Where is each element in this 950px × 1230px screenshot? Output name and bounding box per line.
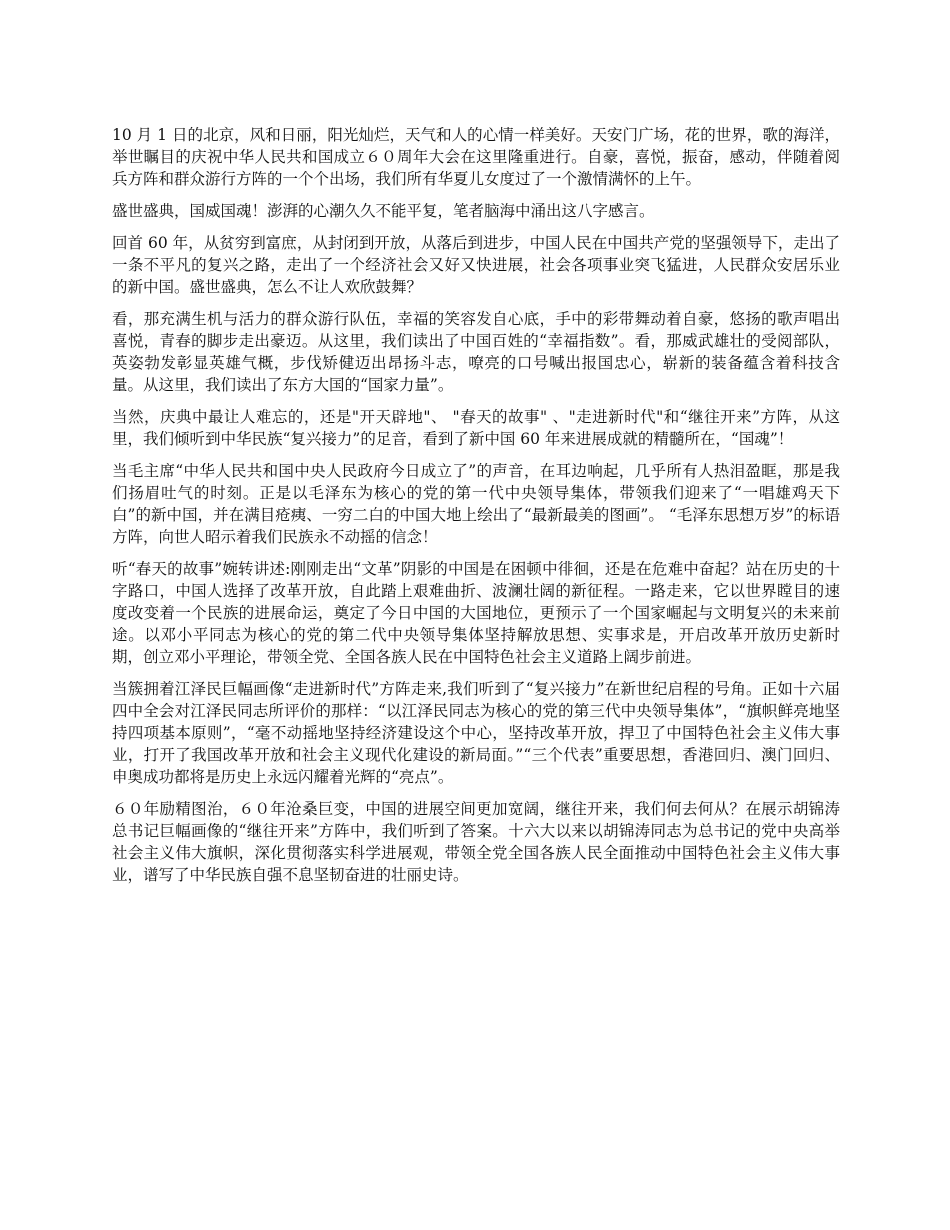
paragraph: 听“春天的故事”婉转讲述:刚刚走出“文革”阴影的中国是在困顿中徘徊，还是在危难中奋起？站在历史的十字路口，中国人选择了改革开放，自此踏上艰难曲折、波澜壮阔的新征程。一路走来，它以世界瞠目的速度改变着一个民族的进展命运，奠定了今日中国的大国地位，更预示了一个国家崛起与文明复兴的未来前途。以邓小平同志为核心的党的第二代中央领导集体坚持解放思想、实事求是，开启改革开放历史新时期，创立邓小平理论，带领全党、全国各族人民在中国特色社会主义道路上阔步前进。: [112, 560, 840, 666]
paragraph: 看，那充满生机与活力的群众游行队伍，幸福的笑容发自心底，手中的彩带舞动着自豪，悠扬的歌声唱出喜悦，青春的脚步走出豪迈。从这里，我们读出了中国百姓的“幸福指数”。看，那威武雄壮的受阅部队，英姿勃发彰显英雄气概，步伐矫健迈出昂扬斗志，嘹亮的口号喊出报国忠心，崭新的装备蕴含着科技含量。从这里，我们读出了东方大国的“国家力量”。: [112, 310, 840, 394]
paragraph: ６０年励精图治，６０年沧桑巨变，中国的进展空间更加宽阔，继往开来，我们何去何从？在展示胡锦涛总书记巨幅画像的“继往开来”方阵中，我们听到了答案。十六大以来以胡锦涛同志为总书记的党中央高举社会主义伟大旗帜，深化贯彻落实科学进展观，带领全党全国各族人民全面推动中国特色社会主义伟大事业，谱写了中华民族自强不息坚韧奋进的壮丽史诗。: [112, 800, 840, 884]
paragraph: 盛世盛典，国威国魂！澎湃的心潮久久不能平复，笔者脑海中涌出这八字感言。: [112, 202, 655, 220]
article-body: [112, 124, 840, 896]
paragraph: 当毛主席“中华人民共和国中央人民政府今日成立了”的声音，在耳边响起，几乎所有人热泪盈眶，那是我们扬眉吐气的时刻。正是以毛泽东为核心的党的第一代中央领导集体，带领我们迎来了“一唱雄鸡天下白”的新中国，并在满目疮痍、一穷二白的中国大地上绘出了“最新最美的图画”。 “毛泽东思想万岁”的标语方阵，向世人昭示着我们民族永不动摇的信念！: [112, 462, 840, 546]
paragraph: 10 月 1 日的北京，风和日丽，阳光灿烂，天气和人的心情一样美好。天安门广场，花的世界，歌的海洋，举世瞩目的庆祝中华人民共和国成立６０周年大会在这里隆重进行。自豪，喜悦，振奋，感动，伴随着阅兵方阵和群众游行方阵的一个个出场，我们所有华夏儿女度过了一个激情满怀的上午。: [112, 126, 840, 188]
paragraph: 当然，庆典中最让人难忘的，还是"开天辟地"、 "春天的故事" 、"走进新时代"和“继往开来”方阵，从这里，我们倾听到中华民族“复兴接力”的足音，看到了新中国 60 年来进展成就的精髓所在，“国魂”！: [112, 408, 840, 448]
paragraph: 当簇拥着江泽民巨幅画像“走进新时代”方阵走来,我们听到了“复兴接力”在新世纪启程的号角。正如十六届四中全会对江泽民同志所评价的那样：“以江泽民同志为核心的党的第三代中央领导集体”，“旗帜鲜亮地坚持四项基本原则”，“毫不动摇地坚持经济建设这个中心，坚持改革开放，捍卫了中国特色社会主义伟大事业，打开了我国改革开放和社会主义现代化建设的新局面。”“三个代表”重要思想，香港回归、澳门回归、申奥成功都将是历史上永远闪耀着光辉的“亮点”。: [112, 680, 840, 786]
paragraph: 回首 60 年，从贫穷到富庶，从封闭到开放，从落后到进步，中国人民在中国共产党的坚强领导下，走出了一条不平凡的复兴之路，走出了一个经济社会又好又快进展，社会各项事业突飞猛进，人民群众安居乐业的新中国。盛世盛典，怎么不让人欢欣鼓舞？: [112, 234, 840, 296]
